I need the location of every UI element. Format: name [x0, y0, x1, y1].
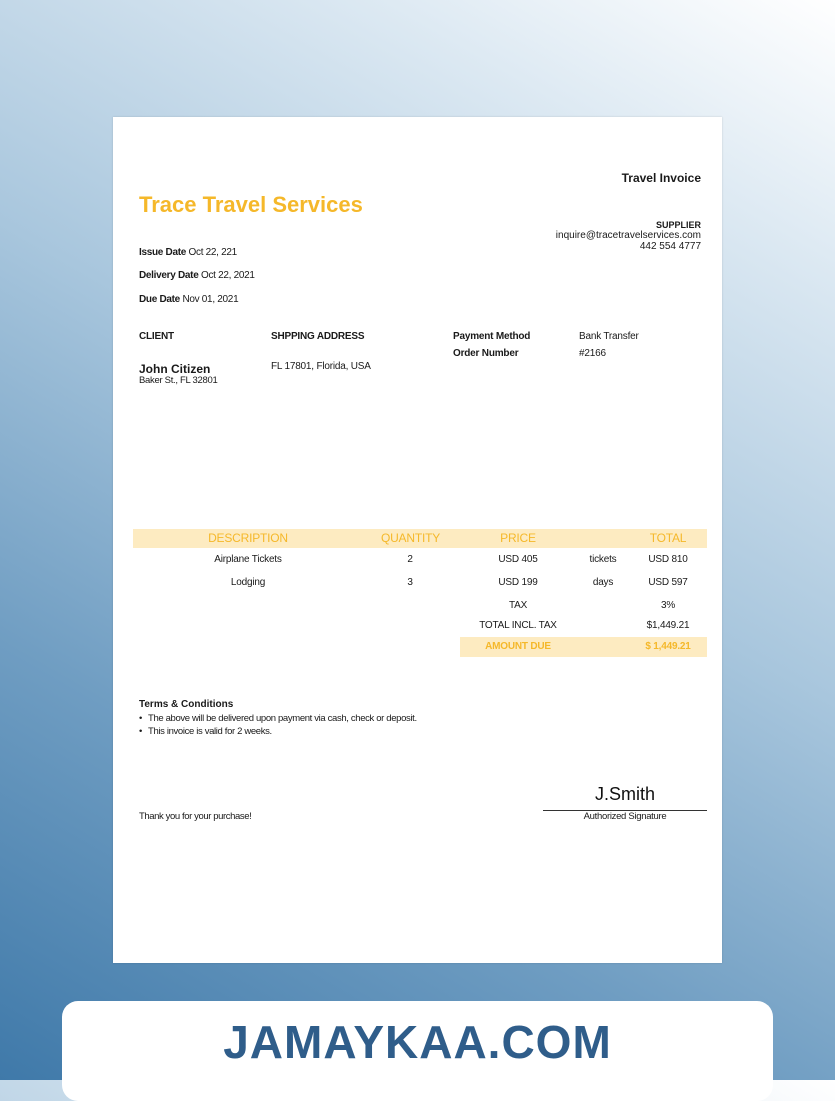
row1-unit: tickets: [589, 554, 617, 565]
row2-total: USD 597: [648, 577, 688, 588]
watermark-banner: [62, 1001, 773, 1101]
amount-due-value: $ 1,449.21: [645, 641, 691, 652]
terms-item: [139, 726, 272, 737]
shipping-label: SHPPING ADDRESS: [271, 331, 365, 342]
payment-method-value: Bank Transfer: [579, 331, 639, 342]
invoice-page: [113, 117, 722, 963]
tax-value: 3%: [660, 600, 676, 611]
total-incl-tax-label: TOTAL INCL. TAX: [479, 620, 557, 631]
terms-item-text: The above will be delivered upon payment via cash, check or deposit.: [148, 713, 417, 724]
client-address: Baker St., FL 32801: [139, 375, 218, 386]
document-title: Travel Invoice: [621, 171, 701, 185]
due-date-row: [139, 294, 238, 305]
payment-method-label: Payment Method: [453, 331, 531, 342]
issue-date-label: Issue Date: [139, 247, 187, 258]
total-incl-tax-value: $1,449.21: [646, 620, 690, 631]
row1-quantity: 2: [407, 554, 413, 565]
order-number-label: Order Number: [453, 348, 519, 359]
terms-item: [139, 713, 417, 724]
row2-quantity: 3: [407, 577, 413, 588]
amount-due-label: AMOUNT DUE: [485, 641, 551, 652]
row2-description: Lodging: [230, 577, 266, 588]
client-label: CLIENT: [139, 331, 174, 342]
header-price: PRICE: [500, 531, 536, 545]
row1-description: Airplane Tickets: [214, 554, 282, 565]
order-number-value: #2166: [579, 348, 606, 359]
row1-total: USD 810: [648, 554, 688, 565]
signature-label: Authorized Signature: [583, 811, 667, 822]
header-description: DESCRIPTION: [208, 531, 288, 545]
supplier-label: SUPPLIER: [655, 220, 701, 230]
shipping-address: FL 17801, Florida, USA: [271, 361, 371, 372]
row2-price: USD 199: [498, 577, 538, 588]
due-date-value: Nov 01, 2021: [182, 294, 239, 305]
banner-text: JAMAYKAA.COM: [223, 1016, 612, 1068]
tax-label: TAX: [508, 600, 528, 611]
row1-price: USD 405: [498, 554, 538, 565]
signature: J.Smith: [594, 784, 655, 804]
header-total: TOTAL: [649, 531, 687, 545]
issue-date-row: [139, 247, 237, 258]
row2-unit: days: [592, 577, 614, 588]
bullet-icon: •: [139, 713, 142, 724]
supplier-phone: 442 554 4777: [639, 241, 701, 252]
header-quantity: QUANTITY: [380, 531, 441, 545]
bullet-icon: •: [139, 726, 142, 737]
client-name: John Citizen: [139, 362, 211, 376]
company-name: Trace Travel Services: [139, 192, 363, 217]
delivery-date-row: [139, 270, 255, 281]
terms-item-text: This invoice is valid for 2 weeks.: [148, 726, 272, 737]
due-date-label: Due Date: [139, 294, 180, 305]
issue-date-value: Oct 22, 221: [188, 247, 237, 258]
terms-heading: Terms & Conditions: [139, 699, 234, 710]
delivery-date-label: Delivery Date: [139, 270, 199, 281]
delivery-date-value: Oct 22, 2021: [200, 270, 255, 281]
supplier-email: inquire@tracetravelservices.com: [555, 230, 701, 241]
thank-you-note: Thank you for your purchase!: [139, 811, 252, 822]
